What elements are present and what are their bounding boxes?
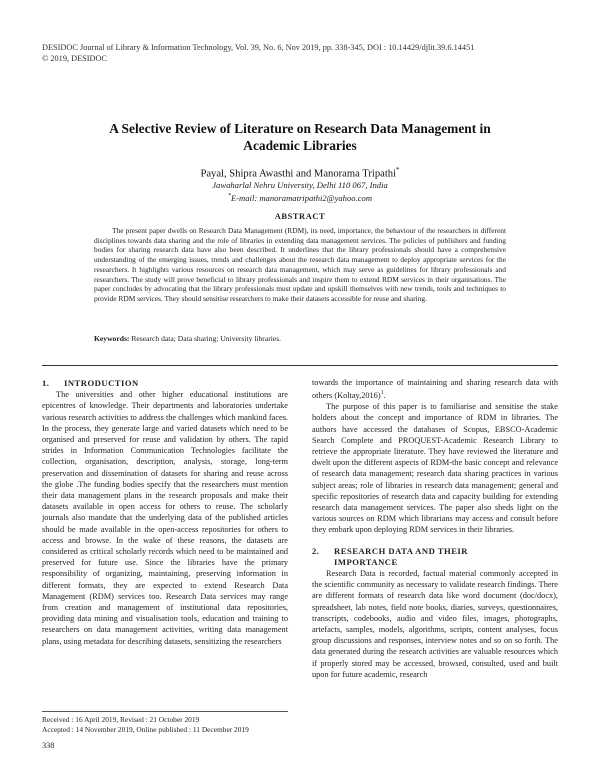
copyright-notice: © 2019, DESIDOC — [42, 54, 108, 63]
right-column — [312, 377, 558, 680]
page-number: 338 — [42, 741, 55, 750]
section-1-title: INTRODUCTION — [64, 378, 139, 388]
journal-citation: DESIDOC Journal of Library & Information Technology, Vol. 39, No. 6, Nov 2019, pp. 338-345, DOI : 10.14429/djlit.39.6.14451 — [42, 43, 475, 52]
author-list — [60, 166, 540, 180]
section-2-number: 2. — [312, 545, 320, 556]
section-gap — [312, 536, 558, 546]
intro-paragraph-1: The universities and other higher educational institutions are epicentres of knowledge. Their departments and laboratories undertake various research activities to address the challenges which mankind faces. In the process, they generate large and varied datasets which need to be organised and preserved for reuse and validation by others. The rapid strides in Information Communication Technologies facilitate the collection, organisation, description, analysis, storage, long-term preservation and dissemination of datasets for sharing and reuse across the globe .The funding bodies specify that the researchers must mention their data management plans in the research proposals and make their datasets available in open access for others to reuse. The scholarly journals also mandate that the underlying data of the published articles should be made available in the open-access repositories for others to access and browse. In the wake of these reasons, the datasets are considered as critical scholarly records which need to be maintained and preserved for future use. Since the libraries have the primary responsibility of organizing, maintaining, preserving information in different formats, they are expected to extend Research Data Management (RDM) services too. Research Data services may range from creation and management of institutional data repositories, providing data mining and visualisation tools, education and training to researchers on data management activities, writing data management plans, using metadata for describing datasets, sensitizing the researchers — [42, 390, 288, 646]
intro-paragraph-1-continued — [312, 377, 558, 401]
intro-continued-end: . — [383, 390, 386, 400]
corresponding-author-marker: * — [396, 166, 400, 174]
section-2-heading — [312, 546, 558, 568]
section-2-title-line-1: RESEARCH DATA AND THEIR — [334, 545, 468, 556]
section-2-title — [334, 546, 468, 568]
abstract-heading: ABSTRACT — [274, 212, 326, 221]
email-marker: * — [227, 193, 231, 199]
paper-title — [60, 120, 540, 154]
citation-superscript: 1 — [380, 390, 384, 397]
affiliation — [60, 180, 540, 204]
intro-continued-text: towards the importance of maintaining and sharing research data with others (Koltay,2016) — [312, 378, 558, 400]
journal-header — [42, 42, 474, 64]
institution: Jawaharlal Nehru University, Delhi 110 067, India — [212, 180, 388, 190]
section-2-title-line-2: IMPORTANCE — [334, 556, 398, 567]
keywords-label: Keywords: — [94, 334, 130, 343]
section-1-number: 1. — [42, 378, 50, 388]
section-divider — [42, 365, 558, 366]
keywords-text: Research data; Data sharing; University libraries. — [131, 334, 282, 343]
left-column — [42, 378, 288, 647]
accepted-published-line: Accepted : 14 November 2019, Online published : 11 December 2019 — [42, 725, 249, 734]
intro-paragraph-2: The purpose of this paper is to familiarise and sensitise the stake holders about the concept and importance of RDM in libraries. The authors have accessed the databases of Scopus, EBSCO-Academic Search Complete and PROQUEST-Academic Research Library to retrieve the appropriate literature. They have reviewed the literature and dwelt upon the different aspects of RDM-the basic concept and relevance of research data management; research data sharing practices in various subject areas; role of libraries in research data management; general and specific repositories of research data and capacity building for extending research data management services. The paper also sheds light on the various sources on RDM which librarians may access and consult before they embark upon deploying RDM services in their libraries. — [312, 402, 558, 535]
author-names: Payal, Shipra Awasthi and Manorama Tripathi — [200, 168, 397, 180]
abstract-text: The present paper dwells on Research Data Management (RDM), its need, importance, the behaviour of the researchers in different disciplines towards data sharing and the role of libraries in extending data management services. The policies of publishers and funding bodies for sharing research data have also been described. It underlines that the library professionals should have a comprehensive understanding of the emerging issues, trends and challenges about the research data management to deploy appropriate services for the researchers. It highlights various resources on research data management, which may serve as guidelines for library professionals and researchers. The study will prove beneficial to library professionals and inspire them to extend RDM services in their organisations. The paper concludes by advocating that the library professionals must update and upskill themselves with new trends, tools and techniques to provide RDM services. They should sensitise researchers to make their datasets accessible for reuse and sharing. — [94, 226, 506, 303]
title-line-2: Academic Libraries — [243, 138, 357, 153]
author-email — [60, 191, 540, 204]
received-revised-line: Received : 16 April 2019, Revised : 21 October 2019 — [42, 715, 200, 724]
publication-dates — [42, 711, 288, 735]
section-1-heading — [42, 378, 288, 389]
abstract-body — [94, 226, 506, 304]
email-text: E-mail: manoramatripathi2@yahoo.com — [230, 192, 373, 203]
section-2-paragraph-1: Research Data is recorded, factual material commonly accepted in the scientific community as necessary to validate research findings. There are different formats of research data like word document (doc/docx), spreadsheet, lab notes, field note books, diaries, surveys, questionnaires, transcripts, codebooks, audio and video files, images, photographs, artefacts, samples, models, algorithms, scripts, content analyses, focus group discussions and responses, interview notes and so on so forth. The data generated during the research activities are valuable resources which if properly stored may be accessed, browsed, consulted, used and built upon for future academic, research — [312, 569, 558, 679]
keywords — [94, 334, 506, 343]
title-line-1: A Selective Review of Literature on Research Data Management in — [109, 121, 491, 136]
